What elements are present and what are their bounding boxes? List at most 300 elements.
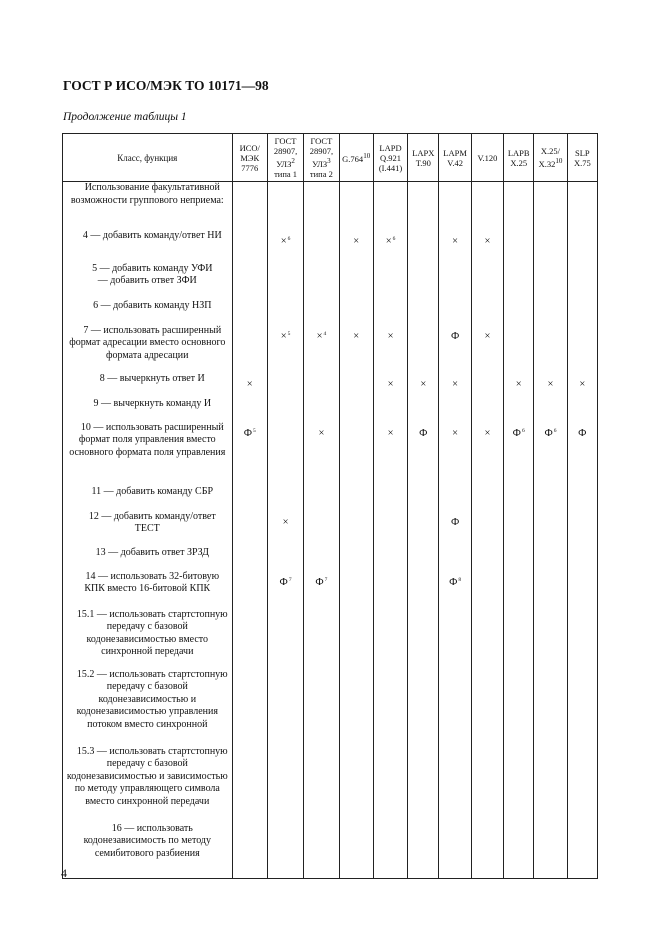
support-mark: × <box>387 330 394 342</box>
support-cell <box>504 669 534 746</box>
support-cell <box>339 669 373 746</box>
column-header-label: Класс, функция <box>117 152 178 163</box>
support-cell <box>567 422 597 486</box>
support-mark: Ф <box>450 516 460 528</box>
footnote-ref: 7 <box>324 576 328 583</box>
support-mark: × <box>420 378 427 390</box>
table-header-row <box>63 134 598 182</box>
support-cell <box>471 182 503 230</box>
footnote-ref: 6 <box>553 427 557 434</box>
footnote-ref: 3 <box>327 157 331 166</box>
support-cell <box>232 571 267 609</box>
support-cell <box>267 823 303 879</box>
support-cell <box>439 609 471 669</box>
support-cell <box>408 422 439 486</box>
support-cell <box>339 300 373 325</box>
support-cell <box>471 746 503 823</box>
column-header-tail: типа 2 <box>309 168 333 179</box>
support-cell <box>267 571 303 609</box>
function-cell <box>63 182 233 230</box>
support-mark: Ф <box>578 427 587 439</box>
table-row <box>63 300 598 325</box>
support-cell <box>567 511 597 547</box>
support-mark: × <box>484 427 491 439</box>
support-cell <box>304 300 339 325</box>
support-cell <box>471 373 503 398</box>
support-cell <box>373 182 407 230</box>
function-text: 4 — добавить команду/ответ НИ <box>82 229 222 241</box>
support-mark: × <box>579 378 586 390</box>
support-cell <box>232 182 267 230</box>
column-header-standard <box>232 134 267 182</box>
function-text: 11 — добавить команду СБР <box>91 485 214 497</box>
support-cell <box>304 325 339 373</box>
column-header-standard <box>304 134 339 182</box>
function-cell <box>63 547 233 571</box>
function-text: 15.3 — использовать стартстопную передачу с базовой кодонезависимостью и зависимостью по методу управляющего символа вместо синхронной передачи <box>66 745 228 807</box>
support-cell <box>504 571 534 609</box>
footnote-ref: 6 <box>287 235 291 242</box>
support-cell <box>439 669 471 746</box>
function-cell <box>63 823 233 879</box>
table-row <box>63 511 598 547</box>
support-cell <box>232 398 267 422</box>
support-cell <box>373 547 407 571</box>
column-header-label: X.25/ X.32 <box>538 146 561 169</box>
table-row <box>63 746 598 823</box>
function-cell <box>63 609 233 669</box>
support-cell <box>504 373 534 398</box>
table-row <box>63 263 598 300</box>
support-cell <box>304 547 339 571</box>
support-cell <box>339 325 373 373</box>
column-header-function <box>63 134 233 182</box>
support-cell <box>471 263 503 300</box>
support-cell <box>267 609 303 669</box>
support-cell <box>232 746 267 823</box>
column-header-standard <box>339 134 373 182</box>
support-mark: × <box>452 235 459 247</box>
support-cell <box>504 547 534 571</box>
support-cell <box>304 669 339 746</box>
support-cell <box>232 511 267 547</box>
function-cell <box>63 300 233 325</box>
column-header-label: ГОСТ 28907, УЛЗ <box>309 136 334 169</box>
support-cell <box>471 547 503 571</box>
support-mark: $Ф^8$ <box>449 576 462 588</box>
column-header-label: G.764 <box>342 153 364 164</box>
column-header-standard <box>534 134 567 182</box>
support-cell <box>267 300 303 325</box>
support-cell <box>408 263 439 300</box>
support-mark: × <box>452 427 459 439</box>
support-cell <box>267 669 303 746</box>
column-header-label: V.120 <box>477 152 498 163</box>
support-mark: × <box>353 235 360 247</box>
support-cell <box>373 669 407 746</box>
support-cell <box>471 230 503 263</box>
support-cell <box>304 263 339 300</box>
support-cell <box>373 511 407 547</box>
support-cell <box>567 182 597 230</box>
support-cell <box>504 230 534 263</box>
support-cell <box>339 398 373 422</box>
support-mark: $Ф^7$ <box>279 576 292 588</box>
table-row <box>63 823 598 879</box>
function-text: 9 — вычеркнуть команду И <box>93 397 212 409</box>
support-cell <box>567 669 597 746</box>
support-cell <box>339 422 373 486</box>
support-cell <box>534 263 567 300</box>
support-cell <box>534 669 567 746</box>
table-row <box>63 422 598 486</box>
support-cell <box>267 230 303 263</box>
function-text: 14 — использовать 32-битовую КПК вместо 16-битовой КПК <box>84 570 220 595</box>
support-cell <box>408 230 439 263</box>
support-cell <box>267 547 303 571</box>
function-cell <box>63 325 233 373</box>
support-cell <box>408 746 439 823</box>
footnote-ref: 10 <box>555 157 563 166</box>
support-cell <box>504 422 534 486</box>
support-cell <box>471 300 503 325</box>
support-mark: × <box>515 378 522 390</box>
function-text: 15.1 — использовать стартстопную передачу с базовой кодонезависимостью вместо синхронной передачи <box>76 608 228 658</box>
support-cell <box>504 325 534 373</box>
support-cell <box>408 547 439 571</box>
page-number: 4 <box>61 866 67 880</box>
support-cell <box>232 300 267 325</box>
support-mark: × <box>387 427 394 439</box>
support-cell <box>567 325 597 373</box>
support-cell <box>471 486 503 511</box>
column-header-label: LAPM V.42 <box>443 147 467 168</box>
support-cell <box>267 182 303 230</box>
footnote-ref: 5 <box>287 330 291 337</box>
support-mark: $Ф^6$ <box>544 427 557 439</box>
column-header-label: LAPX T.90 <box>412 147 435 168</box>
function-cell <box>63 571 233 609</box>
column-header-standard <box>471 134 503 182</box>
table-row <box>63 325 598 373</box>
support-cell <box>267 511 303 547</box>
support-cell <box>373 325 407 373</box>
support-cell <box>471 571 503 609</box>
support-cell <box>534 511 567 547</box>
support-mark: Ф <box>419 427 428 439</box>
table-row <box>63 571 598 609</box>
support-cell <box>408 398 439 422</box>
footnote-ref: 6 <box>521 427 525 434</box>
support-cell <box>439 325 471 373</box>
support-cell <box>534 609 567 669</box>
table-caption: Продолжение таблицы 1 <box>63 111 187 123</box>
table-row <box>63 230 598 263</box>
support-cell <box>408 571 439 609</box>
support-cell <box>408 823 439 879</box>
support-cell <box>567 571 597 609</box>
column-header-standard <box>408 134 439 182</box>
support-cell <box>567 746 597 823</box>
support-cell <box>232 823 267 879</box>
support-cell <box>304 230 339 263</box>
support-cell <box>534 823 567 879</box>
support-mark: $Ф^5$ <box>243 427 256 439</box>
support-cell <box>567 263 597 300</box>
support-cell <box>471 398 503 422</box>
support-mark: ×$^6$ <box>280 235 291 247</box>
support-mark: × <box>353 330 360 342</box>
support-cell <box>373 398 407 422</box>
support-cell <box>267 486 303 511</box>
support-cell <box>267 746 303 823</box>
support-cell <box>471 422 503 486</box>
document-title: ГОСТ Р ИСО/МЭК ТО 10171—98 <box>63 78 269 93</box>
support-cell <box>504 182 534 230</box>
support-cell <box>373 571 407 609</box>
function-cell <box>63 511 233 547</box>
support-cell <box>232 263 267 300</box>
column-header-label: SLP X.75 <box>573 147 591 168</box>
support-cell <box>504 486 534 511</box>
function-text: 7 — использовать расширенный формат адресации вместо основного формата адресации <box>69 324 226 361</box>
support-cell <box>339 230 373 263</box>
support-cell <box>339 571 373 609</box>
support-cell <box>408 373 439 398</box>
support-cell <box>232 422 267 486</box>
support-mark: × <box>484 235 491 247</box>
support-cell <box>267 398 303 422</box>
table-row <box>63 486 598 511</box>
table-body <box>63 182 598 879</box>
support-cell <box>339 182 373 230</box>
support-cell <box>339 263 373 300</box>
support-cell <box>439 182 471 230</box>
column-header-standard <box>567 134 597 182</box>
support-cell <box>439 547 471 571</box>
support-cell <box>471 325 503 373</box>
support-cell <box>504 823 534 879</box>
footnote-ref: 2 <box>291 157 295 166</box>
support-mark: $Ф^7$ <box>315 576 328 588</box>
support-cell <box>267 373 303 398</box>
support-cell <box>567 547 597 571</box>
function-text: 12 — добавить команду/ответ ТЕСТ <box>88 510 216 535</box>
support-cell <box>534 422 567 486</box>
support-cell <box>534 230 567 263</box>
function-text: 10 — использовать расширенный формат поля управления вместо основного формата поля управления <box>69 421 226 458</box>
support-cell <box>408 325 439 373</box>
support-cell <box>304 609 339 669</box>
support-cell <box>534 547 567 571</box>
support-cell <box>304 182 339 230</box>
support-cell <box>373 609 407 669</box>
support-cell <box>408 182 439 230</box>
support-cell <box>232 669 267 746</box>
function-text: 8 — вычеркнуть ответ И <box>99 372 205 384</box>
support-cell <box>504 398 534 422</box>
support-mark: × <box>452 378 459 390</box>
support-cell <box>567 300 597 325</box>
support-cell <box>534 325 567 373</box>
column-header-standard <box>504 134 534 182</box>
column-header-standard <box>373 134 407 182</box>
support-mark: Ф <box>450 330 460 342</box>
function-cell <box>63 373 233 398</box>
support-cell <box>232 373 267 398</box>
support-cell <box>439 398 471 422</box>
column-header-standard <box>439 134 471 182</box>
column-header-label: LAPD Q.921 (I.441) <box>378 142 403 173</box>
table-row <box>63 669 598 746</box>
column-header-label: ИСО/ МЭК 7776 <box>239 142 260 173</box>
function-cell <box>63 669 233 746</box>
support-cell <box>232 609 267 669</box>
support-cell <box>439 230 471 263</box>
support-cell <box>534 746 567 823</box>
support-cell <box>439 422 471 486</box>
support-cell <box>504 746 534 823</box>
support-cell <box>339 486 373 511</box>
support-mark: × <box>318 427 325 439</box>
column-header-label: ГОСТ 28907, УЛЗ <box>273 136 298 169</box>
support-cell <box>471 511 503 547</box>
support-cell <box>471 823 503 879</box>
support-cell <box>232 486 267 511</box>
table-row <box>63 398 598 422</box>
support-cell <box>567 609 597 669</box>
support-cell <box>373 823 407 879</box>
support-cell <box>439 263 471 300</box>
support-cell <box>504 263 534 300</box>
support-cell <box>339 746 373 823</box>
table-row <box>63 182 598 230</box>
support-cell <box>534 571 567 609</box>
support-cell <box>304 746 339 823</box>
support-cell <box>304 486 339 511</box>
support-cell <box>304 422 339 486</box>
compatibility-table <box>62 133 598 879</box>
support-mark: × <box>547 378 554 390</box>
support-cell <box>373 300 407 325</box>
support-cell <box>408 300 439 325</box>
support-cell <box>439 823 471 879</box>
support-cell <box>373 422 407 486</box>
support-cell <box>339 547 373 571</box>
column-header-standard <box>267 134 303 182</box>
footnote-ref: 6 <box>392 235 396 242</box>
support-cell <box>534 486 567 511</box>
support-cell <box>534 182 567 230</box>
support-cell <box>267 325 303 373</box>
support-mark: ×$^4$ <box>316 330 327 342</box>
function-cell <box>63 230 233 263</box>
support-cell <box>504 609 534 669</box>
footnote-ref: 5 <box>253 427 256 434</box>
support-cell <box>534 300 567 325</box>
support-cell <box>304 823 339 879</box>
support-cell <box>304 571 339 609</box>
support-cell <box>267 422 303 486</box>
support-cell <box>339 823 373 879</box>
support-cell <box>534 398 567 422</box>
support-cell <box>408 511 439 547</box>
support-cell <box>471 669 503 746</box>
support-cell <box>339 609 373 669</box>
function-cell <box>63 398 233 422</box>
support-mark: × <box>246 378 253 390</box>
footnote-ref: 7 <box>288 576 292 583</box>
support-cell <box>408 669 439 746</box>
support-cell <box>373 486 407 511</box>
support-cell <box>373 746 407 823</box>
support-mark: ×$^6$ <box>385 235 396 247</box>
support-mark: × <box>484 330 491 342</box>
support-cell <box>534 373 567 398</box>
function-text: 15.2 — использовать стартстопную передачу с базовой кодонезависимостью и кодонезависимостью управления потоком вместо синхронной <box>76 668 228 730</box>
footnote-ref: 4 <box>323 330 327 337</box>
footnote-ref: 10 <box>363 152 371 161</box>
support-cell <box>267 263 303 300</box>
support-cell <box>373 263 407 300</box>
support-mark: $Ф^6$ <box>512 427 525 439</box>
footnote-ref: 8 <box>458 576 462 583</box>
support-cell <box>567 486 597 511</box>
support-cell <box>439 373 471 398</box>
function-cell <box>63 486 233 511</box>
support-cell <box>567 823 597 879</box>
support-cell <box>439 300 471 325</box>
table-row <box>63 547 598 571</box>
support-cell <box>471 609 503 669</box>
function-text: 6 — добавить команду НЗП <box>93 299 212 311</box>
support-cell <box>232 325 267 373</box>
function-cell <box>63 746 233 823</box>
table-row <box>63 609 598 669</box>
support-cell <box>304 373 339 398</box>
support-cell <box>232 230 267 263</box>
support-mark: × <box>282 516 289 528</box>
support-cell <box>439 571 471 609</box>
support-mark: × <box>387 378 394 390</box>
support-cell <box>304 398 339 422</box>
support-cell <box>339 373 373 398</box>
support-cell <box>567 398 597 422</box>
support-cell <box>567 373 597 398</box>
support-cell <box>339 511 373 547</box>
support-cell <box>567 230 597 263</box>
support-cell <box>408 486 439 511</box>
column-header-tail: типа 1 <box>274 168 298 179</box>
support-cell <box>504 511 534 547</box>
support-cell <box>232 547 267 571</box>
function-text: 13 — добавить ответ ЗРЗД <box>95 546 209 558</box>
support-cell <box>373 373 407 398</box>
support-cell <box>439 486 471 511</box>
support-cell <box>304 511 339 547</box>
support-cell <box>504 300 534 325</box>
function-text: 5 — добавить команду УФИ — добавить ответ ЗФИ <box>92 262 213 287</box>
column-header-label: LAPB X.25 <box>507 147 530 168</box>
support-cell <box>439 511 471 547</box>
support-cell <box>439 746 471 823</box>
table-row <box>63 373 598 398</box>
support-mark: ×$^5$ <box>280 330 291 342</box>
function-text: 16 — использовать кодонезависимость по методу семибитового разбиения <box>83 822 211 859</box>
support-cell <box>408 609 439 669</box>
function-cell <box>63 422 233 486</box>
function-text: Использование факультативной возможности группового неприема: <box>70 182 224 206</box>
